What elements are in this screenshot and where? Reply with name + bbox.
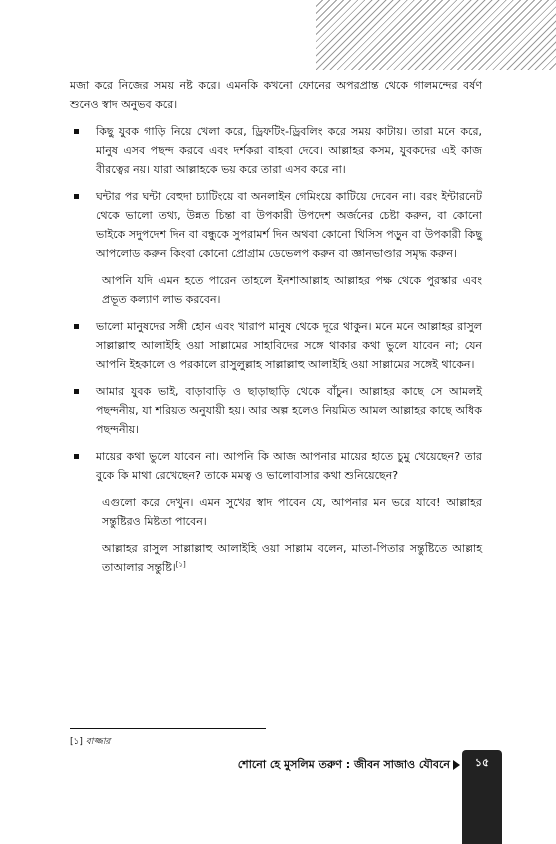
hadith-text: আল্লাহর রাসুল সাল্লাল্লাহু আলাইহি ওয়া সাল্লাম বলেন, মাতা-পিতার সন্তুষ্টিতে আল্লাহ তাআলার সন্তুষ্টি। [102, 542, 482, 574]
footnote-reference: [১] [175, 560, 186, 569]
indented-paragraph-hadith [70, 539, 482, 577]
footnote-source: বাজ্জার [85, 737, 111, 747]
bullet-text: কিছু যুবক গাড়ি নিয়ে খেলা করে, ড্রিফটিং-ড্রিবলিং করে সময় কাটায়। তারা মনে করে, মানুষ এসব পছন্দ করবে এবং দর্শকরা বাহবা দেবে। আল্লাহর কসম, যুবকদের এই কাজ বীরত্বের নয়। যারা আল্লাহকে ভয় করে তারা এসব করে না। [96, 125, 482, 176]
bullet-item-good-company [70, 317, 482, 374]
bullet-text: ঘন্টার পর ঘন্টা বেহুদা চ্যাটিংয়ে বা অনলাইন গেমিংয়ে কাটিয়ে দেবেন না। বরং ইন্টারনেট থেকে ভালো তথ্য, উন্নত চিন্তা বা উপকারী উপদেশ অর্জনের চেষ্টা করুন, বা কোনো ভাইকে সদুপদেশ দিন বা বন্ধুকে সুপরামর্শ দিন অথবা কোনো থিসিস পড়ুন বা উপকারী কিছু আপলোড করুন কিংবা কোনো প্রোগ্রাম ডেভেলপ করুন বা জ্ঞানভাণ্ডার সমৃদ্ধ করুন। [96, 190, 482, 260]
footnote-divider [70, 728, 266, 729]
bullet-item-moderation [70, 382, 482, 439]
bullet-item-car-drifting [70, 122, 482, 179]
bullet-square-icon [74, 194, 79, 199]
page-number: ১৫ [474, 756, 490, 769]
indented-paragraph-try-it: এগুলো করে দেখুন। এমন সুখের স্বাদ পাবেন যে, আপনার মন ভরে যাবে! আল্লাহর সন্তুষ্টিরও মিষ্টতা পাবেন। [102, 496, 482, 528]
bullet-square-icon [74, 129, 79, 134]
page-body [70, 76, 482, 585]
indented-paragraph-reward: আপনি যদি এমন হতে পারেন তাহলে ইনশাআল্লাহ আল্লাহর পক্ষ থেকে পুরস্কার এবং প্রভূত কল্যাণ লাভ করবেন। [102, 274, 482, 306]
running-footer-title: শোনো হে মুসলিম তরুণ : জীবন সাজাও যৌবনে [237, 758, 450, 771]
paragraph-continued: মজা করে নিজের সময় নষ্ট করে। এমনকি কখনো ফোনের অপরপ্রান্ত থেকে গালমন্দের বর্ষণ শুনেও স্বাদ অনুভব করে। [70, 79, 482, 111]
triangle-arrow-icon [453, 760, 460, 770]
footnote [70, 736, 110, 748]
decorative-stripes [316, 0, 556, 70]
footnote-marker: [১] [70, 737, 83, 747]
bullet-item-mother [70, 447, 482, 485]
bullet-item-online-time [70, 187, 482, 263]
bullet-square-icon [74, 389, 79, 394]
bullet-text: মায়ের কথা ভুলে যাবেন না। আপনি কি আজ আপনার মায়ের হাতে চুমু খেয়েছেন? তার বুকে কি মাথা রেখেছেন? তাকে মমত্ব ও ভালোবাসার কথা শুনিয়েছেন? [96, 450, 482, 482]
bullet-text: ভালো মানুষদের সঙ্গী হোন এবং খারাপ মানুষ থেকে দূরে থাকুন। মনে মনে আল্লাহর রাসুল সাল্লাল্লাহু আলাইহি ওয়া সাল্লামের সাহাবিদের সঙ্গে থাকার কথা ভুলে যাবেন না; যেন আপনি ইহকালে ও পরকালে রাসুলুল্লাহ সাল্লাল্লাহু আলাইহি ওয়া সাল্লামের সঙ্গেই থাকেন। [96, 320, 482, 371]
bullet-square-icon [74, 324, 79, 329]
page-number-tab [462, 750, 502, 844]
bullet-text: আমার যুবক ভাই, বাড়াবাড়ি ও ছাড়াছাড়ি থেকে বাঁচুন। আল্লাহর কাছে সে আমলই পছন্দনীয়, যা শরিয়ত অনুযায়ী হয়। আর অল্প হলেও নিয়মিত আমল আল্লাহর কাছে অধিক পছন্দনীয়। [96, 385, 482, 436]
bullet-square-icon [74, 454, 79, 459]
